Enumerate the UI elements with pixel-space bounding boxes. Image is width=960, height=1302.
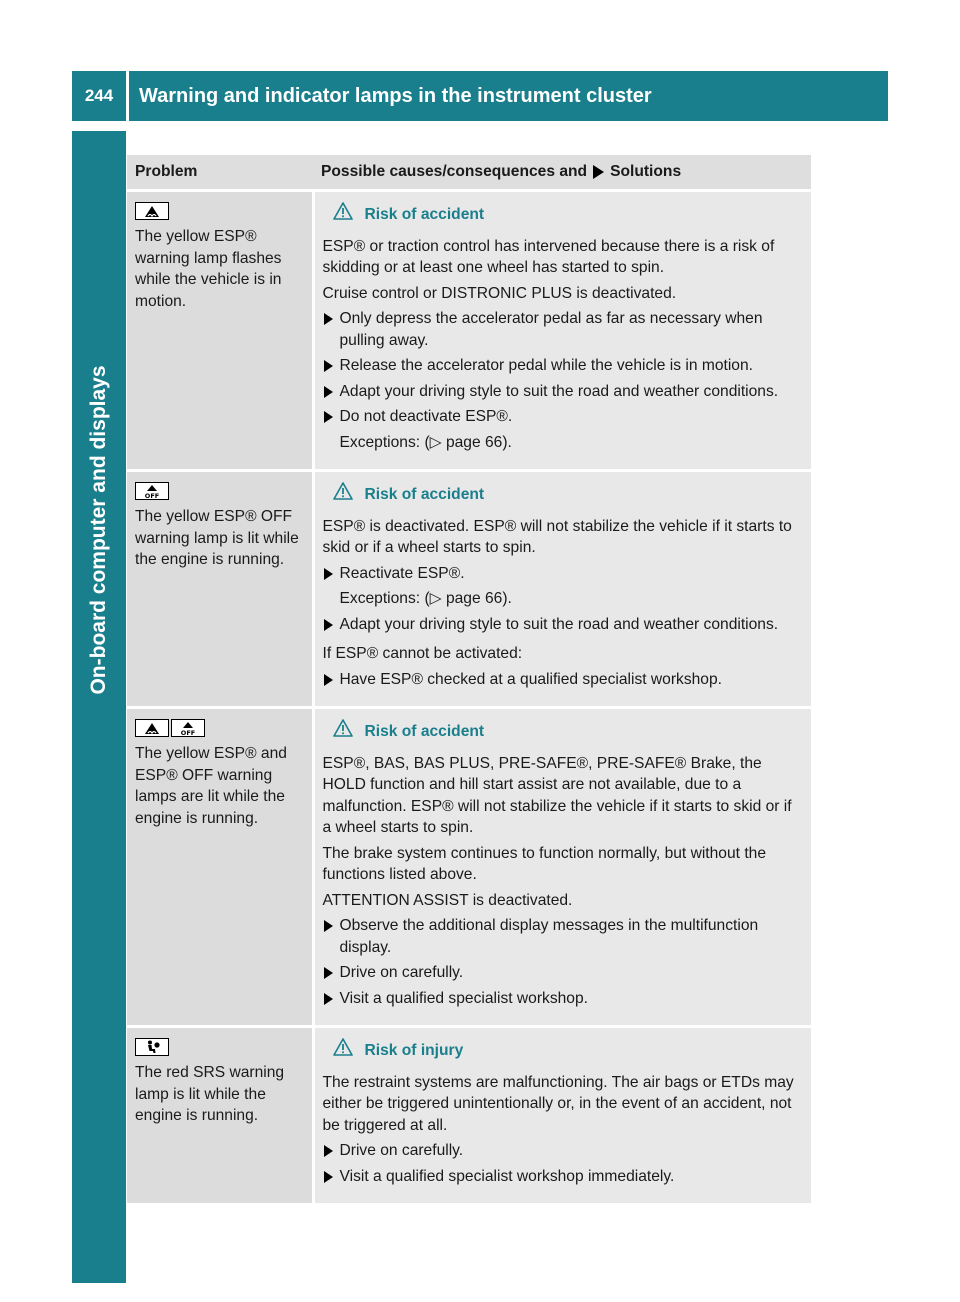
instruction-item: Drive on carefully.: [323, 962, 804, 984]
side-tab-label: On-board computer and displays: [87, 365, 110, 695]
problem-text: The yellow ESP® and ESP® OFF warning lamps are lit while the engine is running.: [135, 745, 287, 827]
arrow-right-icon: [593, 165, 604, 179]
page-title: Warning and indicator lamps in the instrument cluster: [139, 84, 652, 107]
header-solutions: [313, 155, 811, 191]
problem-cell: [127, 708, 313, 1027]
instruction-item: Reactivate ESP®.: [323, 563, 804, 585]
instruction-item: Adapt your driving style to suit the road and weather conditions.: [323, 381, 804, 403]
warning-lamp-table: [127, 155, 811, 1203]
risk-label: Risk of accident: [364, 485, 485, 503]
arrow-right-icon: [324, 313, 333, 325]
solution-paragraph: Cruise control or DISTRONIC PLUS is deactivated.: [322, 284, 677, 302]
instruction-item: Adapt your driving style to suit the road and weather conditions.: [323, 614, 804, 636]
svg-text:OFF: OFF: [180, 729, 196, 736]
solution-cell: [313, 191, 811, 471]
header-problem: Problem: [127, 155, 313, 191]
solution-cell: [313, 1027, 811, 1204]
problem-text: The yellow ESP® warning lamp flashes while the vehicle is in motion.: [135, 228, 282, 310]
solution-paragraph: ESP® or traction control has intervened because there is a risk of skidding or at least one wheel has started to spin.: [322, 237, 775, 276]
instruction-item: Visit a qualified specialist workshop immediately.: [323, 1166, 804, 1188]
problem-cell: [127, 191, 313, 471]
table-row: [127, 1027, 811, 1204]
risk-label: Risk of injury: [364, 1041, 464, 1059]
warning-triangle-icon: [333, 719, 353, 744]
warning-triangle-icon: [333, 1038, 353, 1063]
solution-paragraph: The brake system continues to function normally, but without the functions listed above.: [322, 844, 766, 883]
table-row: [127, 708, 811, 1027]
instruction-item: Drive on carefully.: [323, 1140, 804, 1162]
arrow-right-icon: [324, 1171, 333, 1183]
problem-cell: [127, 1027, 313, 1204]
arrow-right-icon: [324, 967, 333, 979]
instruction-item: Release the accelerator pedal while the vehicle is in motion.: [323, 355, 804, 377]
arrow-right-icon: [324, 386, 333, 398]
problem-text: The yellow ESP® OFF warning lamp is lit while the engine is running.: [135, 508, 299, 568]
solution-cell: [313, 708, 811, 1027]
arrow-right-icon: [324, 360, 333, 372]
risk-label: Risk of accident: [364, 722, 485, 740]
srs-airbag-icon: [135, 1038, 169, 1056]
solution-paragraph: ESP®, BAS, BAS PLUS, PRE-SAFE®, PRE-SAFE® Brake, the HOLD function and hill start assist are not available, due to a malfunction. ESP® will not stabilize the vehicle if it starts to skid or if a wheel starts to spin.: [322, 754, 792, 836]
instruction-item: Have ESP® checked at a qualified specialist workshop.: [323, 669, 804, 691]
side-tab: [72, 131, 126, 1283]
esp-off-icon: [171, 719, 205, 737]
page-number: 244: [84, 86, 114, 105]
esp-skid-icon: [135, 719, 169, 737]
table-row: [127, 471, 811, 708]
side-tab-marker: [72, 927, 126, 981]
problem-text: The red SRS warning lamp is lit while the engine is running.: [135, 1064, 285, 1124]
arrow-right-icon: [324, 568, 333, 580]
instruction-item: Visit a qualified specialist workshop.: [323, 988, 804, 1010]
arrow-right-icon: [324, 1145, 333, 1157]
solution-paragraph: ESP® is deactivated. ESP® will not stabilize the vehicle if it starts to skid or if a wheel starts to spin.: [322, 517, 792, 556]
instruction-item: Only depress the accelerator pedal as far as necessary when pulling away.: [323, 308, 804, 351]
problem-cell: [127, 471, 313, 708]
page-reference[interactable]: Exceptions: (▷ page 66).: [339, 590, 512, 607]
header-divider: [126, 71, 129, 121]
risk-label: Risk of accident: [364, 205, 485, 223]
arrow-right-icon: [324, 674, 333, 686]
esp-skid-icon: [135, 202, 169, 220]
svg-text:OFF: OFF: [144, 492, 160, 499]
instruction-item: Do not deactivate ESP®.: [323, 406, 804, 428]
warning-triangle-icon: [333, 482, 353, 507]
arrow-right-icon: [324, 993, 333, 1005]
table-header-row: [127, 155, 811, 191]
solution-paragraph: ATTENTION ASSIST is deactivated.: [322, 891, 573, 909]
table-row: [127, 191, 811, 471]
esp-off-icon: [135, 482, 169, 500]
header-solutions-post: Solutions: [610, 163, 682, 181]
solution-paragraph: The restraint systems are malfunctioning. The air bags or ETDs may either be triggered unintentionally or, in the event of an accident, not be triggered at all.: [322, 1073, 794, 1134]
instruction-item: Observe the additional display messages in the multifunction display.: [323, 915, 804, 958]
page-reference[interactable]: Exceptions: (▷ page 66).: [339, 433, 512, 451]
header-solutions-pre: Possible causes/consequences and: [321, 163, 588, 181]
solution-paragraph: If ESP® cannot be activated:: [322, 645, 523, 662]
arrow-right-icon: [324, 411, 333, 423]
warning-triangle-icon: [333, 202, 353, 227]
arrow-right-icon: [324, 920, 333, 932]
arrow-right-icon: [324, 619, 333, 631]
solution-cell: [313, 471, 811, 708]
